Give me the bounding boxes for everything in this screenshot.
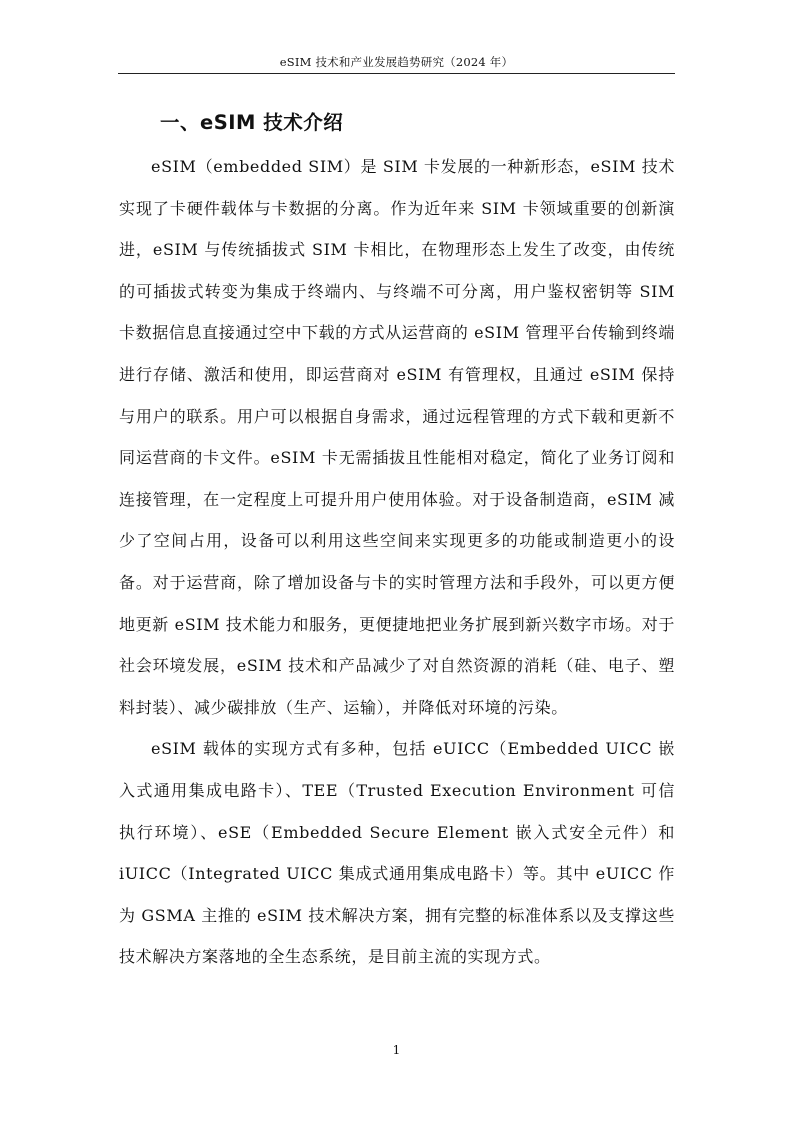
paragraph: eSIM 载体的实现方式有多种，包括 eUICC（Embedded UICC 嵌入式通用集成电路卡）、TEE（Trusted Execution Environment 可信执行环境）、eSE（Embedded Secure Element 嵌入式安全元件）和 iUICC（Integrated UICC 集成式通用集成电路卡）等。其中 eUICC 作为 GSMA 主推的 eSIM 技术解决方案，拥有完整的标准体系以及支撑这些技术解决方案落地的全生态系统，是目前主流的实现方式。 <box>119 739 675 967</box>
paragraph: eSIM（embedded SIM）是 SIM 卡发展的一种新形态，eSIM 技术实现了卡硬件载体与卡数据的分离。作为近年来 SIM 卡领域重要的创新演进，eSIM 与传统插拔式 SIM 卡相比，在物理形态上发生了改变，由传统的可插拔式转变为集成于终端内、与终端不可分离，用户鉴权密钥等 SIM 卡数据信息直接通过空中下载的方式从运营商的 eSIM 管理平台传输到终端进行存储、激活和使用，即运营商对 eSIM 有管理权，且通过 eSIM 保持与用户的联系。用户可以根据自身需求，通过远程管理的方式下载和更新不同运营商的卡文件。eSIM 卡无需插拔且性能相对稳定，简化了业务订阅和连接管理，在一定程度上可提升用户使用体验。对于设备制造商，eSIM 减少了空间占用，设备可以利用这些空间来实现更多的功能或制造更小的设备。对于运营商，除了增加设备与卡的实时管理方法和手段外，可以更方便地更新 eSIM 技术能力和服务，更便捷地把业务扩展到新兴数字市场。对于社会环境发展，eSIM 技术和产品减少了对自然资源的消耗（硅、电子、塑料封装）、减少碳排放（生产、运输），并降低对环境的污染。 <box>119 157 675 717</box>
page-number: 1 <box>392 1043 401 1057</box>
header-rule <box>118 73 675 74</box>
body-text <box>119 146 675 978</box>
running-header: eSIM 技术和产业发展趋势研究（2024 年） <box>279 55 514 69</box>
section-heading: 一、eSIM 技术介绍 <box>160 111 344 134</box>
